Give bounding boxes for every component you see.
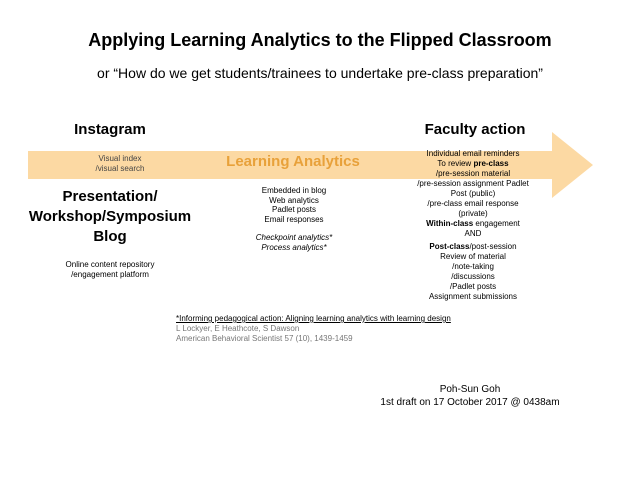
learning-analytics-heading: Learning Analytics	[226, 153, 360, 170]
list-item: Checkpoint analytics*	[255, 233, 333, 242]
list-item: /discussions	[451, 272, 495, 281]
online-line: /engagement platform	[71, 270, 149, 279]
list-item: /pre-class email response	[427, 199, 519, 208]
list-item: Post (public)	[450, 189, 496, 198]
presentation-heading	[20, 187, 200, 247]
list-item: /Padlet posts	[449, 282, 497, 291]
list-item: Padlet posts	[271, 205, 317, 214]
list-item: Review of material	[440, 252, 506, 261]
reference-title: *Informing pedagogical action: Aligning learning analytics with learning design	[176, 314, 451, 323]
list-item: To review pre-class	[437, 159, 509, 168]
list-item: Within-class engagement	[426, 219, 520, 228]
presentation-line: Presentation/	[62, 188, 158, 205]
author-name: Poh-Sun Goh	[439, 384, 501, 395]
visual-line: Visual index	[98, 154, 142, 163]
list-item: Embedded in blog	[261, 186, 327, 195]
list-item: Email responses	[264, 214, 324, 224]
reference-journal: American Behavioral Scientist 57 (10), 1439-1459	[176, 334, 353, 343]
list-item: Individual email reminders	[426, 149, 520, 158]
learning-analytics-list	[224, 186, 364, 252]
page-title: Applying Learning Analytics to the Flipped Classroom	[88, 30, 552, 50]
page-subtitle: or “How do we get students/trainees to undertake pre-class preparation”	[97, 65, 543, 81]
faculty-action-heading: Faculty action	[424, 121, 526, 138]
online-line: Online content repository	[65, 260, 155, 269]
visual-index-text	[70, 154, 170, 174]
list-item: Process analytics*	[261, 242, 327, 252]
faculty-action-list	[388, 149, 558, 302]
author-block	[360, 383, 580, 409]
reference-authors: L Lockyer, E Heathcote, S Dawson	[176, 324, 300, 333]
presentation-line: Workshop/Symposium	[28, 208, 192, 225]
list-item: /pre-session material	[435, 169, 511, 178]
reference-citation	[176, 314, 451, 344]
presentation-line: Blog	[93, 228, 127, 245]
list-item: AND	[464, 229, 482, 238]
list-item: (private)	[458, 209, 488, 218]
list-item: Assignment submissions	[428, 292, 518, 301]
list-item: /pre-session assignment Padlet	[417, 179, 529, 188]
list-item: /note-taking	[452, 262, 494, 271]
list-item: Web analytics	[269, 195, 319, 205]
draft-date: 1st draft on 17 October 2017 @ 0438am	[380, 397, 560, 408]
visual-line: /visual search	[95, 164, 145, 173]
instagram-heading: Instagram	[74, 121, 146, 138]
list-item: Post-class/post-session	[429, 242, 517, 251]
online-repository-text	[40, 260, 180, 280]
